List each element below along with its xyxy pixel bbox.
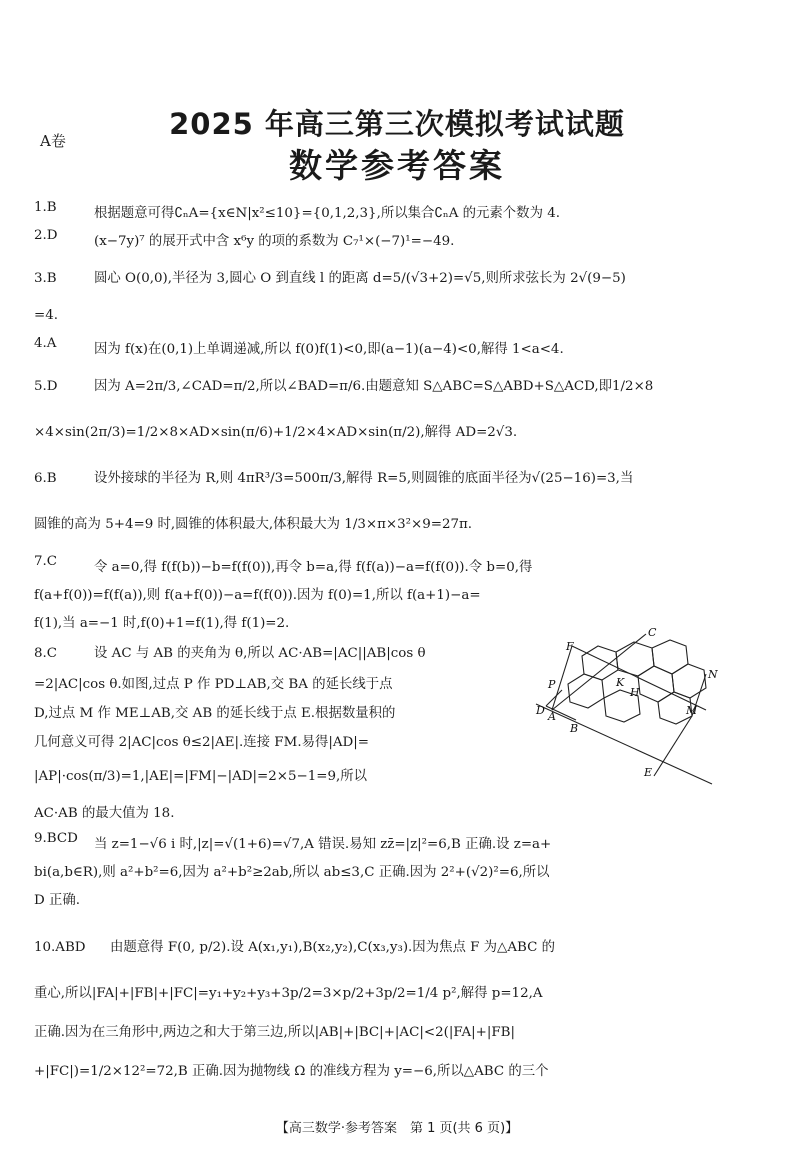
answer-line: 因为 A=2π/3,∠CAD=π/2,所以∠BAD=π/6.由题意知 S△ABC=S△ABD+S△ACD,即1/2×8 <box>94 379 654 394</box>
answer-item-1 <box>34 200 722 228</box>
answer-line: +|FC|)=1/2×12²=72,B 正确.因为抛物线 Ω 的准线方程为 y=−6,所以△ABC 的三个 <box>34 1064 549 1079</box>
paper-version-label: A卷 <box>40 132 66 150</box>
answer-number: 6.B <box>34 471 57 486</box>
answer-line: 圆锥的高为 5+4=9 时,圆锥的体积最大,体积最大为 1/3×π×3²×9=27π. <box>34 517 473 532</box>
answer-line: f(1),当 a=−1 时,f(0)+1=f(1),得 f(1)=2. <box>34 616 290 631</box>
answer-line: 设外接球的半径为 R,则 4πR³/3=500π/3,解得 R=5,则圆锥的底面半径为√(25−16)=3,当 <box>94 471 634 486</box>
hexagon-shape <box>616 642 654 676</box>
page-footer: 【高三数学·参考答案 第 1 页(共 6 页)】 <box>275 1121 519 1136</box>
answer-number: 9.BCD <box>34 831 78 846</box>
answer-number: 5.D <box>34 379 58 394</box>
answer-line: 因为 f(x)在(0,1)上单调递减,所以 f(0)f(1)<0,即(a−1)(a−4)<0,解得 1<a<4. <box>94 342 564 357</box>
answer-line: D,过点 M 作 ME⊥AB,交 AB 的延长线于点 E.根据数量积的 <box>34 706 396 721</box>
point-label: N <box>708 668 718 681</box>
point-label: D <box>536 704 545 717</box>
answer-line: D 正确. <box>34 893 81 908</box>
answer-line: ×4×sin(2π/3)=1/2×8×AD×sin(π/6)+1/2×4×AD×sin(π/2),解得 AD=2√3. <box>34 425 518 440</box>
point-label: E <box>644 766 653 779</box>
point-label: B <box>570 722 579 735</box>
point-label: K <box>616 676 625 689</box>
point-label: A <box>548 710 556 723</box>
answer-line: 圆心 O(0,0),半径为 3,圆心 O 到直线 l 的距离 d=5/(√3+2)=√5,则所求弦长为 2√(9−5) <box>94 271 626 286</box>
answer-number: 4.A <box>34 336 57 351</box>
answer-item-4 <box>34 336 722 364</box>
hexagon-figure <box>526 624 722 788</box>
answer-line: 重心,所以|FA|+|FB|+|FC|=y₁+y₂+y₃+3p/2=3×p/2+3p/2=1/4 p²,解得 p=12,A <box>34 986 543 1001</box>
exam-title: 2025 年高三第三次模拟考试试题 <box>169 107 625 141</box>
point-label: F <box>566 640 574 653</box>
answer-line: =4. <box>34 308 58 323</box>
answer-line: =2|AC|cos θ.如图,过点 P 作 PD⊥AB,交 BA 的延长线于点 <box>34 677 393 692</box>
answer-number: 10.ABD <box>34 940 86 955</box>
point-label: M <box>686 704 698 717</box>
answer-line: 令 a=0,得 f(f(b))−b=f(f(0)),再令 b=a,得 f(f(a))−a=f(f(0)).令 b=0,得 <box>94 560 533 575</box>
answer-line: f(a+f(0))=f(f(a)),则 f(a+f(0))−a=f(f(0)).因为 f(0)=1,所以 f(a+1)−a= <box>34 588 481 603</box>
answer-item-5 <box>34 364 722 410</box>
answer-item-7 <box>34 554 722 582</box>
answer-number: 3.B <box>34 271 57 286</box>
segment-line <box>654 716 692 776</box>
answer-line: 设 AC 与 AB 的夹角为 θ,所以 AC·AB=|AC||AB|cos θ <box>94 646 426 661</box>
answer-line: AC·AB 的最大值为 18. <box>34 806 175 821</box>
answer-number: 2.D <box>34 228 58 243</box>
document-subtitle: 数学参考答案 <box>289 146 505 185</box>
answer-line: 由题意得 F(0, p/2).设 A(x₁,y₁),B(x₂,y₂),C(x₃,y₃).因为焦点 F 为△ABC 的 <box>110 940 556 955</box>
point-label: H <box>630 686 640 699</box>
answer-line: 当 z=1−√6 i 时,|z|=√(1+6)=√7,A 错误.易知 zz̄=|z|²=6,B 正确.设 z=a+ <box>94 837 552 852</box>
answer-item-3 <box>34 256 722 302</box>
answer-line: |AP|·cos(π/3)=1,|AE|=|FM|−|AD|=2×5−1=9,所以 <box>34 769 368 784</box>
point-label: C <box>648 626 657 639</box>
answer-item-2 <box>34 228 722 256</box>
answer-item-6 <box>34 456 722 502</box>
answer-line: 几何意义可得 2|AC|cos θ≤2|AE|.连接 FM.易得|AD|= <box>34 735 370 750</box>
hexagon-shape <box>652 640 688 674</box>
answer-number: 1.B <box>34 200 57 215</box>
hexagon-shape <box>638 666 674 702</box>
answer-number: 7.C <box>34 554 58 569</box>
point-label: P <box>548 678 556 691</box>
hexagon-shape <box>568 674 604 708</box>
answer-line: bi(a,b∈R),则 a²+b²=6,因为 a²+b²≥2ab,所以 ab≤3,C 正确.因为 2²+(√2)²=6,所以 <box>34 865 550 880</box>
answer-line: 正确.因为在三角形中,两边之和大于第三边,所以|AB|+|BC|+|AC|<2(|FA|+|FB| <box>34 1025 516 1040</box>
answer-item-9 <box>34 831 722 859</box>
answer-line: (x−7y)⁷ 的展开式中含 x⁶y 的项的系数为 C₇¹×(−7)¹=−49. <box>94 234 455 249</box>
answer-number: 8.C <box>34 646 58 661</box>
answer-item-10 <box>34 925 722 971</box>
answer-line: 根据题意可得∁ₙA={x∈N|x²≤10}={0,1,2,3},所以集合∁ₙA 的元素个数为 4. <box>94 206 560 221</box>
